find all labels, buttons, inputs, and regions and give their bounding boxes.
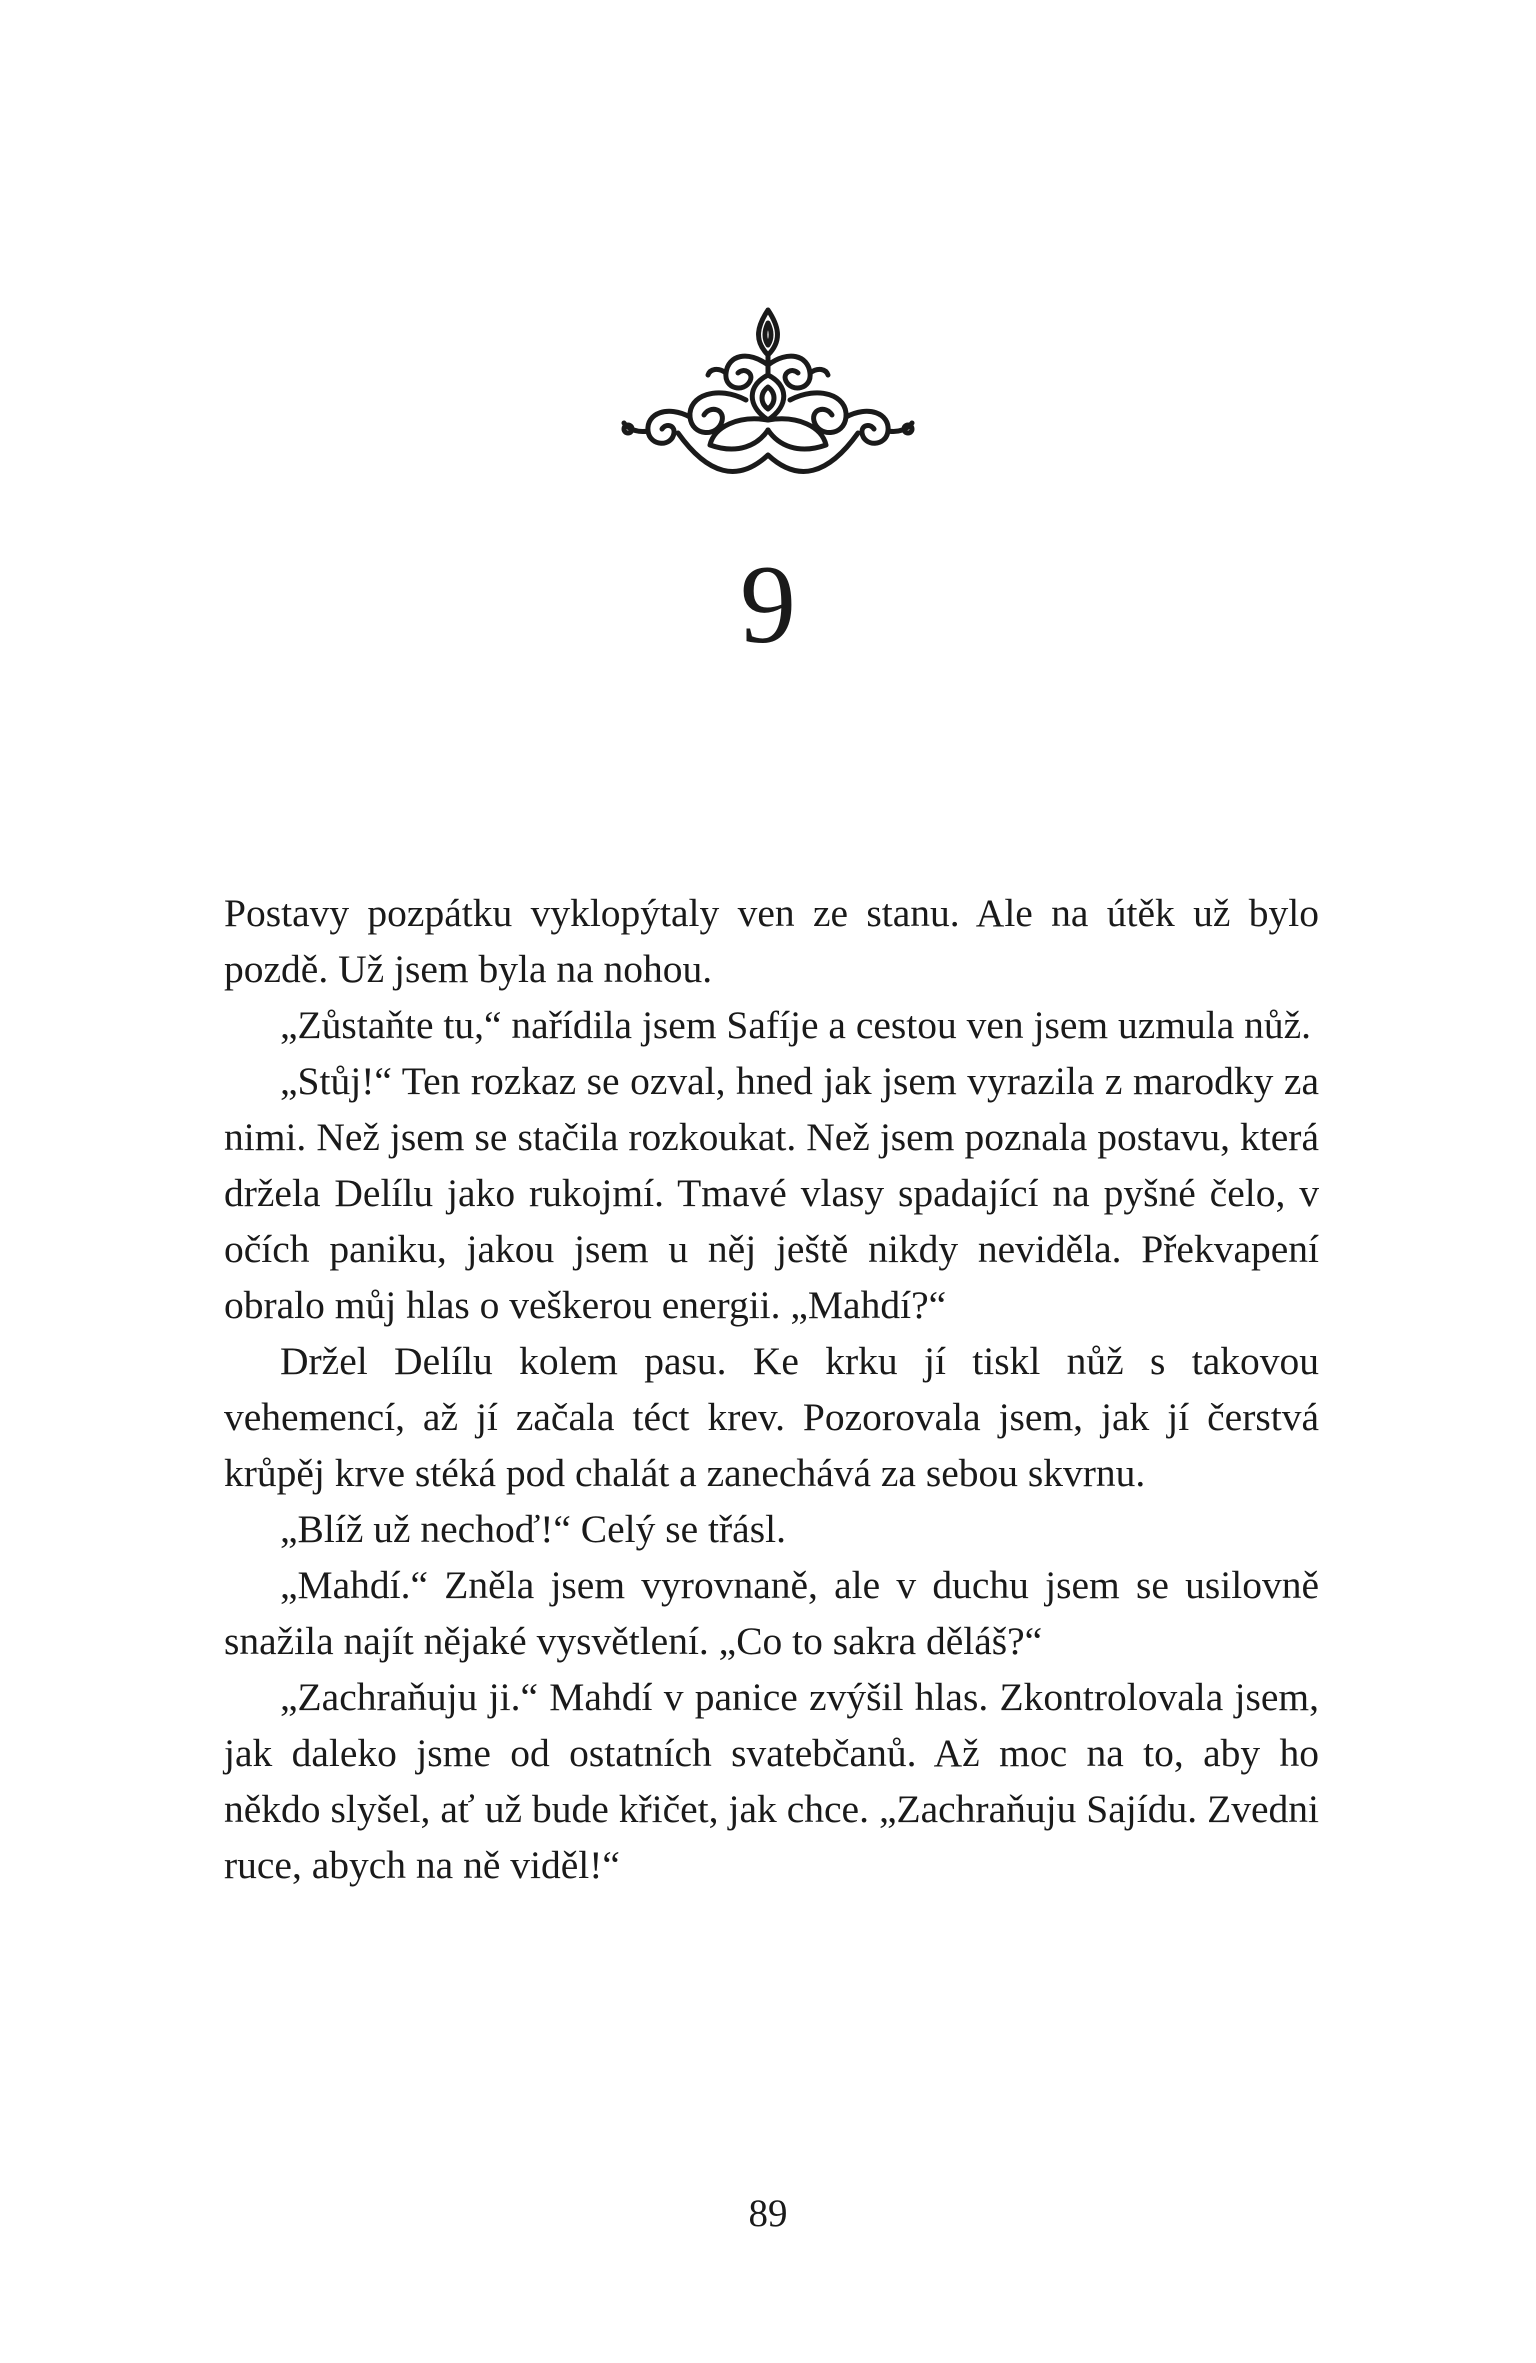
- chapter-number: 9: [740, 543, 796, 667]
- paragraph: „Zůstaňte tu,“ nařídila jsem Safíje a cestou ven jsem uzmula nůž.: [280, 1003, 1312, 1047]
- paragraph: „Mahdí.“ Zněla jsem vyrovnaně, ale v duchu jsem se usilovně snažila najít nějaké vysvětlení. „Co to sakra děláš?“: [224, 1563, 1319, 1663]
- paragraph: Držel Delílu kolem pasu. Ke krku jí tiskl nůž s takovou vehemencí, až jí začala téct krev. Pozorovala jsem, jak jí čerstvá krůpěj krve stéká pod chalát a zanechává za sebou skvrnu.: [224, 1339, 1319, 1495]
- floral-ornament-icon: [618, 305, 918, 495]
- paragraph: „Zachraňuju ji.“ Mahdí v panice zvýšil hlas. Zkontrolovala jsem, jak daleko jsme od ostatních svatebčanů. Až moc na to, aby ho někdo slyšel, ať už bude křičet, jak chce. „Zachraňuju Sajídu. Zvedni ruce, abych na ně viděl!“: [224, 1675, 1319, 1887]
- paragraph: „Stůj!“ Ten rozkaz se ozval, hned jak jsem vyrazila z marodky za nimi. Než jsem se stačila rozkoukat. Než jsem poznala postavu, která držela Delílu jako rukojmí. Tmavé vlasy spadající na pyšné čelo, v očích paniku, jakou jsem u něj ještě nikdy neviděla. Překvapení obralo můj hlas o veškerou energii. „Mahdí?“: [224, 1059, 1319, 1327]
- page-number: 89: [748, 2192, 788, 2235]
- paragraph: Postavy pozpátku vyklopýtaly ven ze stanu. Ale na útěk už bylo pozdě. Už jsem byla na nohou.: [224, 891, 1319, 991]
- paragraph: „Blíž už nechoď!“ Celý se třásl.: [280, 1507, 786, 1551]
- chapter-body: [224, 885, 1319, 1893]
